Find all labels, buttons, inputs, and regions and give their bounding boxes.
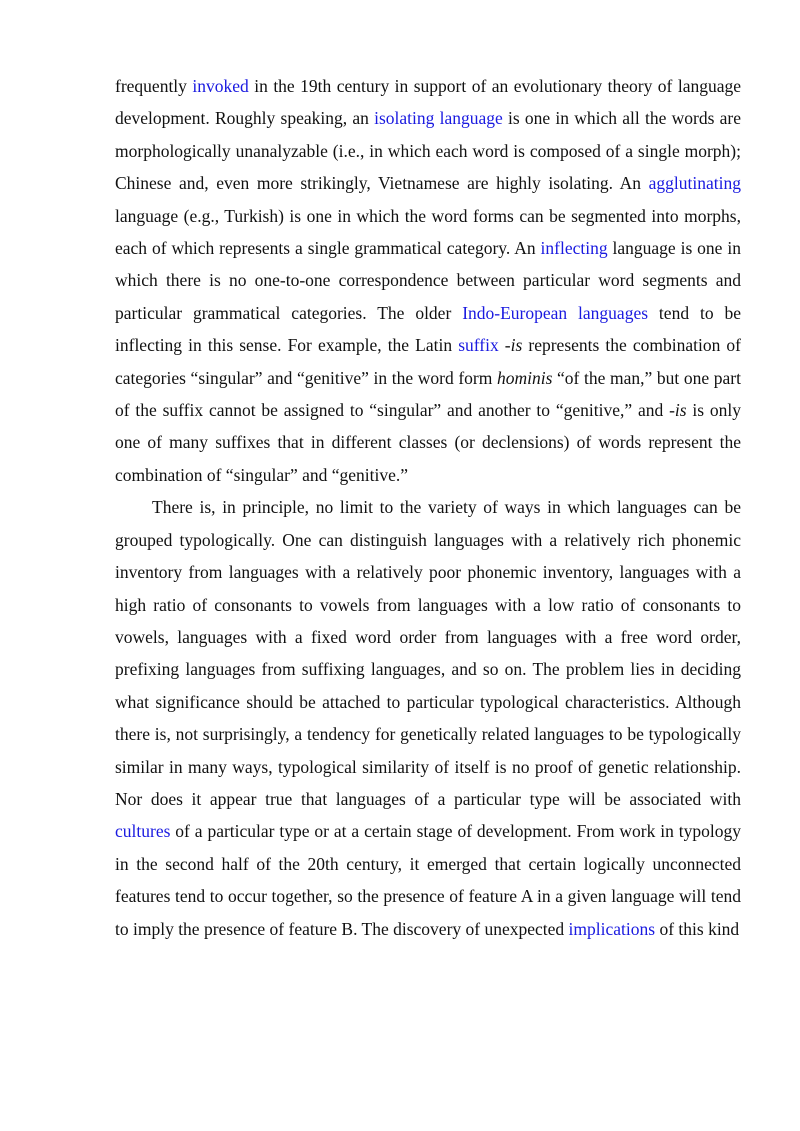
text-run: tend to be inflecting in this sense. For example, the Latin	[115, 302, 742, 356]
text-run: There is, in principle, no limit to the variety of ways in which languages can be grouped typologically. One can distinguish languages with a relatively rich phonemic inventory from languages with a relatively poor phonemic inventory, languages with a high ratio of consonants to vowels from languages with a low ratio of consonants to vowels, languages with a fixed word order from languages with a free word order, prefixing languages from suffixing languages, and so on. The problem lies in deciding what significance should be attached to particular typological characteristics. Although there is, not surprisingly, a tendency for genetically related languages to be typologically similar in many ways, typological similarity of itself is no proof of genetic relationship. Nor does it appear true that languages of a particular type will be associated with	[115, 497, 741, 809]
link-agglutinating[interactable]: agglutinating	[648, 173, 741, 194]
link-suffix[interactable]: suffix	[458, 335, 499, 356]
text-run: “of the man,” but one part of the suffix cannot be assigned to “singular” and another to “genitive,” and	[115, 367, 741, 421]
text-run: language is one in which there is no one-to-one correspondence between particular word segments and particular grammatical categories. The older	[115, 238, 741, 323]
paragraph-1	[115, 70, 741, 491]
italic-term: -is	[669, 400, 687, 421]
italic-term: -is	[504, 335, 523, 356]
text-run: represents the combination of categories “singular” and “genitive” in the word form	[115, 335, 742, 388]
text-run: is only one of many suffixes that in different classes (or declensions) of words represent the combination of “singular” and “genitive.”	[115, 400, 741, 485]
link-invoked[interactable]: invoked	[192, 76, 249, 96]
text-run: is one in which all the words are morphologically unanalyzable (i.e., in which each word is composed of a single morph); Chinese and, even more strikingly, Vietnamese are highly isolating. An	[115, 108, 741, 194]
text-run: language (e.g., Turkish) is one in which the word forms can be segmented into morphs, each of which represents a single grammatical category. An	[115, 205, 741, 259]
link-implications[interactable]: implications	[568, 918, 656, 939]
text-run: frequently	[115, 76, 193, 96]
text-run: of a particular type or at a certain stage of development. From work in typology in the second half of the 20th century, it emerged that certain logically unconnected features tend to occur together, so the presence of feature A in a given language will tend to imply the presence of feature B. The discovery of unexpected	[115, 821, 741, 939]
paragraph-2	[115, 491, 741, 945]
text-run: in the 19th century in support of an evolutionary theory of language development. Roughly speaking, an	[115, 76, 742, 129]
link-cultures[interactable]: cultures	[115, 821, 171, 842]
italic-term: hominis	[496, 367, 553, 388]
document-page	[115, 70, 741, 945]
link-inflecting[interactable]: inflecting	[540, 238, 608, 259]
text-run: of this kind	[655, 918, 740, 939]
link-indo-european-languages[interactable]: Indo-European languages	[462, 302, 649, 323]
link-isolating-language[interactable]: isolating language	[374, 108, 503, 129]
